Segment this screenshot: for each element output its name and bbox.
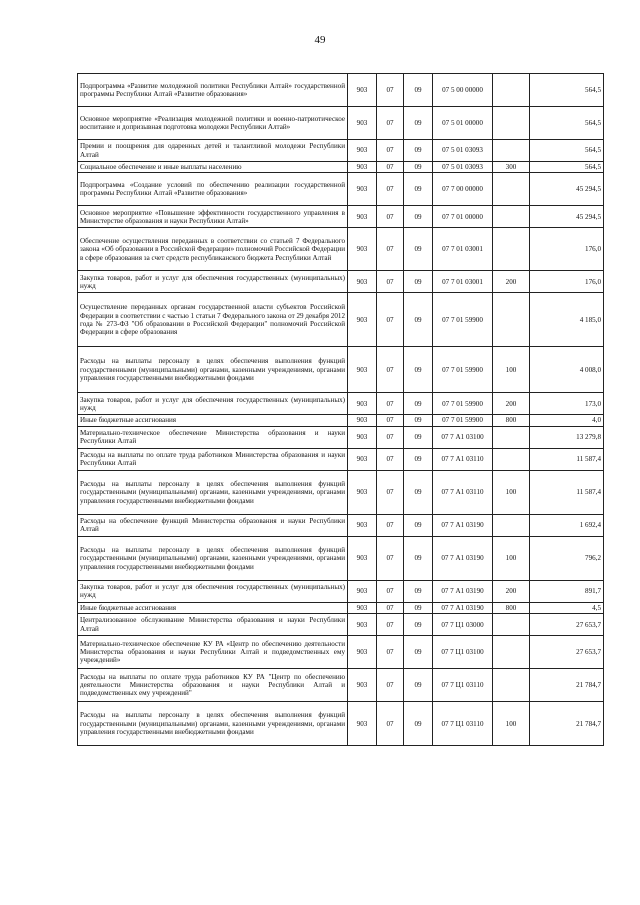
table-row	[78, 74, 604, 107]
table-row	[78, 162, 604, 173]
target-article-cell: 07 7 А1 03190	[433, 602, 493, 613]
ministry-code-cell: 903	[348, 702, 377, 746]
expense-type-cell	[493, 448, 530, 470]
target-article-cell: 07 7 01 03001	[433, 271, 493, 293]
ministry-code-cell: 903	[348, 140, 377, 162]
expense-name-cell: Подпрограмма «Развитие молодежной политики Республики Алтай» государственной программы Республики Алтай «Развитие образования»	[78, 74, 348, 107]
table-row	[78, 415, 604, 426]
section-code-cell: 07	[377, 107, 404, 140]
table-row	[78, 140, 604, 162]
target-article-cell: 07 7 А1 03190	[433, 536, 493, 580]
ministry-code-cell: 903	[348, 228, 377, 271]
amount-cell: 4 008,0	[530, 347, 604, 393]
expense-type-cell: 200	[493, 271, 530, 293]
expense-type-cell: 100	[493, 347, 530, 393]
table-row	[78, 470, 604, 514]
expense-name-cell: Расходы на выплаты персоналу в целях обеспечения выполнения функций государственными (муниципальными) органами, казенными учреждениями, органами управления государственными внебюджетными фондами	[78, 536, 348, 580]
expense-type-cell: 300	[493, 162, 530, 173]
expense-type-cell	[493, 636, 530, 669]
section-code-cell: 07	[377, 602, 404, 613]
target-article-cell: 07 5 01 03093	[433, 162, 493, 173]
ministry-code-cell: 903	[348, 293, 377, 347]
subsection-code-cell: 09	[404, 669, 433, 702]
amount-cell: 13 279,8	[530, 426, 604, 448]
target-article-cell: 07 5 01 03093	[433, 140, 493, 162]
ministry-code-cell: 903	[348, 173, 377, 206]
amount-cell: 21 784,7	[530, 702, 604, 746]
expense-type-cell	[493, 107, 530, 140]
expense-type-cell	[493, 74, 530, 107]
subsection-code-cell: 09	[404, 702, 433, 746]
section-code-cell: 07	[377, 293, 404, 347]
amount-cell: 1 692,4	[530, 514, 604, 536]
section-code-cell: 07	[377, 448, 404, 470]
section-code-cell: 07	[377, 173, 404, 206]
table-row	[78, 293, 604, 347]
table-row	[78, 702, 604, 746]
table-row	[78, 536, 604, 580]
expense-type-cell	[493, 426, 530, 448]
target-article-cell: 07 7 А1 03110	[433, 448, 493, 470]
ministry-code-cell: 903	[348, 107, 377, 140]
expense-name-cell: Расходы на выплаты по оплате труда работников КУ РА "Центр по обеспечению деятельности Министерства образования и науки Республики Алтай и подведомственных ему учреждений"	[78, 669, 348, 702]
ministry-code-cell: 903	[348, 271, 377, 293]
target-article-cell: 07 7 01 03001	[433, 228, 493, 271]
subsection-code-cell: 09	[404, 602, 433, 613]
subsection-code-cell: 09	[404, 347, 433, 393]
table-row	[78, 107, 604, 140]
expense-name-cell: Расходы на выплаты персоналу в целях обеспечения выполнения функций государственными (муниципальными) органами, казенными учреждениями, органами управления государственными внебюджетными фондами	[78, 347, 348, 393]
target-article-cell: 07 7 Ц1 03000	[433, 614, 493, 636]
section-code-cell: 07	[377, 636, 404, 669]
amount-cell: 4,5	[530, 602, 604, 613]
amount-cell: 21 784,7	[530, 669, 604, 702]
target-article-cell: 07 7 01 59900	[433, 293, 493, 347]
subsection-code-cell: 09	[404, 614, 433, 636]
expense-type-cell	[493, 514, 530, 536]
table-row	[78, 173, 604, 206]
section-code-cell: 07	[377, 580, 404, 602]
table-row	[78, 636, 604, 669]
ministry-code-cell: 903	[348, 514, 377, 536]
ministry-code-cell: 903	[348, 415, 377, 426]
subsection-code-cell: 09	[404, 271, 433, 293]
amount-cell: 564,5	[530, 140, 604, 162]
section-code-cell: 07	[377, 74, 404, 107]
amount-cell: 564,5	[530, 107, 604, 140]
expense-name-cell: Подпрограмма «Создание условий по обеспечению реализации государственной программы Республики Алтай «Развитие образования»	[78, 173, 348, 206]
amount-cell: 4 185,0	[530, 293, 604, 347]
section-code-cell: 07	[377, 426, 404, 448]
section-code-cell: 07	[377, 206, 404, 228]
amount-cell: 796,2	[530, 536, 604, 580]
expense-name-cell: Обеспечение осуществления переданных в соответствии со статьей 7 Федерального закона «Об образовании в Российской Федерации» полномочий Российской Федерации в сфере образования за счет средств республиканского бюджета Республики Алтай	[78, 228, 348, 271]
subsection-code-cell: 09	[404, 293, 433, 347]
subsection-code-cell: 09	[404, 140, 433, 162]
expense-type-cell	[493, 669, 530, 702]
subsection-code-cell: 09	[404, 162, 433, 173]
subsection-code-cell: 09	[404, 426, 433, 448]
target-article-cell: 07 7 01 59900	[433, 393, 493, 415]
ministry-code-cell: 903	[348, 74, 377, 107]
target-article-cell: 07 7 01 59900	[433, 347, 493, 393]
expense-name-cell: Иные бюджетные ассигнования	[78, 602, 348, 613]
expense-name-cell: Иные бюджетные ассигнования	[78, 415, 348, 426]
subsection-code-cell: 09	[404, 536, 433, 580]
expense-name-cell: Расходы на выплаты персоналу в целях обеспечения выполнения функций государственными (муниципальными) органами, казенными учреждениями, органами управления государственными внебюджетными фондами	[78, 470, 348, 514]
expense-name-cell: Закупка товаров, работ и услуг для обеспечения государственных (муниципальных) нужд	[78, 271, 348, 293]
expense-type-cell: 200	[493, 580, 530, 602]
expense-type-cell: 100	[493, 470, 530, 514]
target-article-cell: 07 5 01 00000	[433, 107, 493, 140]
ministry-code-cell: 903	[348, 614, 377, 636]
expense-name-cell: Премии и поощрения для одаренных детей и талантливой молодежи Республики Алтай	[78, 140, 348, 162]
section-code-cell: 07	[377, 140, 404, 162]
section-code-cell: 07	[377, 536, 404, 580]
ministry-code-cell: 903	[348, 669, 377, 702]
amount-cell: 27 653,7	[530, 614, 604, 636]
table-row	[78, 580, 604, 602]
expense-name-cell: Закупка товаров, работ и услуг для обеспечения государственных (муниципальных) нужд	[78, 393, 348, 415]
subsection-code-cell: 09	[404, 448, 433, 470]
table-row	[78, 426, 604, 448]
table-row	[78, 669, 604, 702]
subsection-code-cell: 09	[404, 636, 433, 669]
amount-cell: 564,5	[530, 74, 604, 107]
amount-cell: 891,7	[530, 580, 604, 602]
subsection-code-cell: 09	[404, 206, 433, 228]
subsection-code-cell: 09	[404, 173, 433, 206]
table-row	[78, 393, 604, 415]
expense-type-cell	[493, 173, 530, 206]
section-code-cell: 07	[377, 669, 404, 702]
table-row	[78, 602, 604, 613]
expense-name-cell: Закупка товаров, работ и услуг для обеспечения государственных (муниципальных) нужд	[78, 580, 348, 602]
budget-table-body	[78, 74, 604, 746]
section-code-cell: 07	[377, 228, 404, 271]
table-row	[78, 347, 604, 393]
amount-cell: 11 587,4	[530, 470, 604, 514]
expense-type-cell: 100	[493, 702, 530, 746]
expense-name-cell: Централизованное обслуживание Министерства образования и науки Республики Алтай	[78, 614, 348, 636]
subsection-code-cell: 09	[404, 228, 433, 271]
amount-cell: 176,0	[530, 228, 604, 271]
expense-type-cell: 200	[493, 393, 530, 415]
expense-name-cell: Осуществление переданных органам государственной власти субъектов Российской Федерации в соответствии с частью 1 статьи 7 Федерального закона от 29 декабря 2012 года № 273-ФЗ "Об образовании в Российской Федерации" полномочий Российской Федерации в сфере образования	[78, 293, 348, 347]
expense-type-cell	[493, 228, 530, 271]
ministry-code-cell: 903	[348, 602, 377, 613]
expense-type-cell: 100	[493, 536, 530, 580]
section-code-cell: 07	[377, 162, 404, 173]
table-row	[78, 514, 604, 536]
expense-type-cell: 800	[493, 602, 530, 613]
ministry-code-cell: 903	[348, 206, 377, 228]
target-article-cell: 07 7 Ц1 03110	[433, 702, 493, 746]
amount-cell: 45 294,5	[530, 206, 604, 228]
section-code-cell: 07	[377, 415, 404, 426]
ministry-code-cell: 903	[348, 448, 377, 470]
expense-type-cell: 800	[493, 415, 530, 426]
table-row	[78, 614, 604, 636]
subsection-code-cell: 09	[404, 514, 433, 536]
section-code-cell: 07	[377, 514, 404, 536]
section-code-cell: 07	[377, 470, 404, 514]
expense-type-cell	[493, 614, 530, 636]
expense-name-cell: Расходы на обеспечение функций Министерства образования и науки Республики Алтай	[78, 514, 348, 536]
target-article-cell: 07 7 А1 03190	[433, 514, 493, 536]
target-article-cell: 07 7 А1 03100	[433, 426, 493, 448]
subsection-code-cell: 09	[404, 74, 433, 107]
section-code-cell: 07	[377, 702, 404, 746]
amount-cell: 564,5	[530, 162, 604, 173]
ministry-code-cell: 903	[348, 536, 377, 580]
target-article-cell: 07 7 00 00000	[433, 173, 493, 206]
amount-cell: 27 653,7	[530, 636, 604, 669]
expense-name-cell: Основное мероприятие «Реализация молодежной политики и военно-патриотическое воспитание и допризывная подготовка молодежи Республики Алтай»	[78, 107, 348, 140]
ministry-code-cell: 903	[348, 470, 377, 514]
target-article-cell: 07 7 А1 03190	[433, 580, 493, 602]
expense-name-cell: Социальное обеспечение и иные выплаты населению	[78, 162, 348, 173]
target-article-cell: 07 7 Ц1 03100	[433, 636, 493, 669]
amount-cell: 45 294,5	[530, 173, 604, 206]
amount-cell: 4,0	[530, 415, 604, 426]
expense-type-cell	[493, 293, 530, 347]
subsection-code-cell: 09	[404, 470, 433, 514]
table-row	[78, 271, 604, 293]
expense-name-cell: Основное мероприятие «Повышение эффективности государственного управления в Министерстве образования и науки Республики Алтай»	[78, 206, 348, 228]
table-row	[78, 448, 604, 470]
amount-cell: 11 587,4	[530, 448, 604, 470]
ministry-code-cell: 903	[348, 162, 377, 173]
subsection-code-cell: 09	[404, 107, 433, 140]
section-code-cell: 07	[377, 614, 404, 636]
target-article-cell: 07 5 00 00000	[433, 74, 493, 107]
subsection-code-cell: 09	[404, 415, 433, 426]
amount-cell: 176,0	[530, 271, 604, 293]
subsection-code-cell: 09	[404, 580, 433, 602]
target-article-cell: 07 7 А1 03110	[433, 470, 493, 514]
target-article-cell: 07 7 01 59900	[433, 415, 493, 426]
expense-type-cell	[493, 140, 530, 162]
ministry-code-cell: 903	[348, 426, 377, 448]
amount-cell: 173,0	[530, 393, 604, 415]
ministry-code-cell: 903	[348, 347, 377, 393]
ministry-code-cell: 903	[348, 393, 377, 415]
target-article-cell: 07 7 Ц1 03110	[433, 669, 493, 702]
expense-name-cell: Расходы на выплаты персоналу в целях обеспечения выполнения функций государственными (муниципальными) органами, казенными учреждениями, органами управления государственными внебюджетными фондами	[78, 702, 348, 746]
section-code-cell: 07	[377, 393, 404, 415]
subsection-code-cell: 09	[404, 393, 433, 415]
table-row	[78, 228, 604, 271]
target-article-cell: 07 7 01 00000	[433, 206, 493, 228]
expense-name-cell: Материально-техническое обеспечение КУ РА «Центр по обеспечению деятельности Министерства образования и науки Республики Алтай и подведомственных ему учреждений»	[78, 636, 348, 669]
expense-name-cell: Расходы на выплаты по оплате труда работников Министерства образования и науки Республики Алтай	[78, 448, 348, 470]
ministry-code-cell: 903	[348, 636, 377, 669]
expense-name-cell: Материально-техническое обеспечение Министерства образования и науки Республики Алтай	[78, 426, 348, 448]
table-row	[78, 206, 604, 228]
expense-type-cell	[493, 206, 530, 228]
ministry-code-cell: 903	[348, 580, 377, 602]
section-code-cell: 07	[377, 347, 404, 393]
page-number: 49	[314, 34, 326, 46]
budget-table	[77, 73, 604, 746]
section-code-cell: 07	[377, 271, 404, 293]
